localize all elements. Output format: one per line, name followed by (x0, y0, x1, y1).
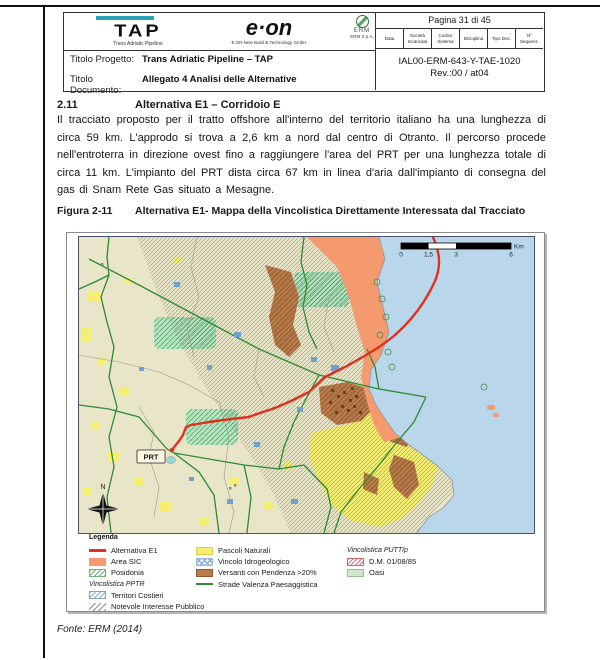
tap-logo (78, 16, 198, 47)
legend-item (196, 556, 346, 567)
page-top-border (0, 5, 600, 7)
legend-label: Oasi (369, 568, 385, 578)
map-prt-pond (167, 457, 176, 464)
palegreen-swatch (347, 569, 364, 577)
scale-tick-2: 3 (454, 251, 458, 259)
figure-caption-label: Figura 2-11 (57, 205, 113, 217)
code-col-sistema: Codice Sistema (432, 29, 460, 48)
project-title-row (70, 54, 273, 65)
code-col-tipodoc: Tipo Doc. (488, 29, 516, 48)
tap-logo-text: TAP (114, 21, 162, 41)
legend-column-2 (196, 545, 346, 590)
legend-item (347, 567, 467, 578)
legend-label: Area SIC (111, 557, 142, 567)
document-header (63, 12, 545, 96)
project-label: Titolo Progetto: (70, 54, 135, 65)
erm-globe-icon (356, 15, 369, 28)
legend-item (196, 579, 346, 590)
teal-hatch-swatch (89, 591, 106, 599)
tap-logo-subtitle: Trans Adriatic Pipeline (113, 41, 163, 47)
page-left-border (43, 5, 45, 658)
legend-label: Versanti con Pendenza >20% (218, 568, 317, 578)
figure-source: Fonte: ERM (2014) (57, 624, 143, 635)
legend-label: Posidonia (111, 568, 144, 578)
pink-hatch-swatch (347, 558, 364, 566)
document-revision: Rev.:00 / at04 (430, 68, 489, 79)
legend-item (89, 567, 204, 578)
tap-logo-bar (96, 16, 154, 20)
eon-logo-text: e·on (245, 15, 293, 40)
legend-item (89, 590, 204, 601)
legend-subheading (89, 579, 204, 590)
legend-item (89, 545, 204, 556)
code-columns (376, 29, 543, 49)
document-value: Allegato 4 Analisi delle Alternative (142, 74, 297, 85)
prt-marker (137, 450, 165, 463)
map-route-endpoint (170, 448, 174, 452)
legend-item (89, 601, 204, 612)
vincolistica-map (79, 237, 534, 533)
prt-label: PRT (143, 452, 159, 462)
legend-label: Vincolo Idrogeologico (218, 557, 290, 567)
north-label: N (100, 484, 106, 491)
legend-item (347, 556, 467, 567)
eon-logo (214, 17, 324, 45)
title-rows (64, 51, 375, 96)
section-title: Alternativa E1 – Corridoio E (135, 99, 281, 111)
document-number-block (376, 49, 543, 80)
green-line-swatch (196, 583, 213, 586)
header-right (375, 13, 543, 90)
legend-label: Territori Costieri (111, 590, 164, 600)
legend-column-1 (89, 545, 204, 612)
green-hatch-swatch (89, 569, 106, 577)
legend-item (196, 567, 346, 578)
legend-column-3 (347, 545, 467, 579)
figure-caption (57, 205, 535, 219)
figure-caption-text: Alternativa E1- Mappa della Vincolistica Direttamente Interessata dal Tracciato (135, 205, 526, 217)
legend-item (196, 545, 346, 556)
legend-subheading (347, 545, 467, 556)
gray-lines-swatch (89, 603, 106, 611)
blue-wave-swatch (196, 558, 213, 566)
legend-label: Alternativa E1 (111, 546, 158, 556)
scale-tick-0: 0 (399, 251, 403, 259)
salmon-swatch (89, 558, 106, 566)
eon-logo-subtitle: E.ON New Build & Technology GmbH (231, 40, 307, 45)
legend-label: Pascoli Naturali (218, 546, 271, 556)
header-left (64, 13, 375, 96)
section-heading (57, 99, 280, 111)
page-number: Pagina 31 di 45 (376, 13, 543, 29)
legend-label: Strade Valenza Paesaggistica (218, 579, 318, 589)
legend-title: Legenda (89, 534, 118, 541)
scale-unit: Km (514, 243, 524, 251)
project-value: Trans Adriatic Pipeline – TAP (142, 54, 273, 65)
document-label: Titolo Documento: (70, 74, 122, 96)
red-line-swatch (89, 549, 106, 552)
erm-logo-text: ERM (353, 28, 371, 34)
code-col-data: Data (376, 29, 404, 48)
section-number: 2.11 (57, 99, 78, 111)
logo-row (64, 13, 375, 51)
figure-frame (66, 232, 545, 612)
brown-swatch (196, 569, 213, 577)
section-body: Il tracciato proposto per il tratto offshore all'interno del territorio italiano ha una lunghezza di circa 59 km. L'approdo si trova a 2,6 km a nord dal centro di Otranto. Il percorso procede nell'entroterra in direzione ovest fino a raggiungere l'area del PRT per una lunghezza totale di circa 11 km. L'impianto del PRT dista circa 67 km in linea d'aria dall'impianto di consegna del gas di Snam Rete Gas situato a Mesagne. (57, 114, 546, 197)
code-col-disciplina: Disciplina (460, 29, 488, 48)
scale-tick-1: 1,5 (423, 251, 434, 259)
legend-label: Notevole Interesse Pubblico (111, 602, 205, 612)
yellow-swatch (196, 547, 213, 555)
map-image (78, 236, 535, 534)
erm-logo-subtitle: ERM S.p.A. (350, 34, 374, 39)
document-title-row (70, 74, 297, 96)
code-col-societa: Società Incaricata (404, 29, 432, 48)
code-col-sequenz: N° Sequenz. (519, 33, 539, 44)
map-legend (89, 534, 535, 612)
scale-tick-3: 6 (509, 251, 513, 259)
legend-subheading-label: Vincolistica PUTT/p (347, 547, 408, 555)
document-number: IAL00-ERM-643-Y-TAE-1020 (398, 56, 521, 67)
legend-subheading-label: Vincolistica PPTR (89, 580, 145, 588)
legend-item (89, 556, 204, 567)
legend-label: D.M. 01/08/85 (369, 557, 417, 567)
